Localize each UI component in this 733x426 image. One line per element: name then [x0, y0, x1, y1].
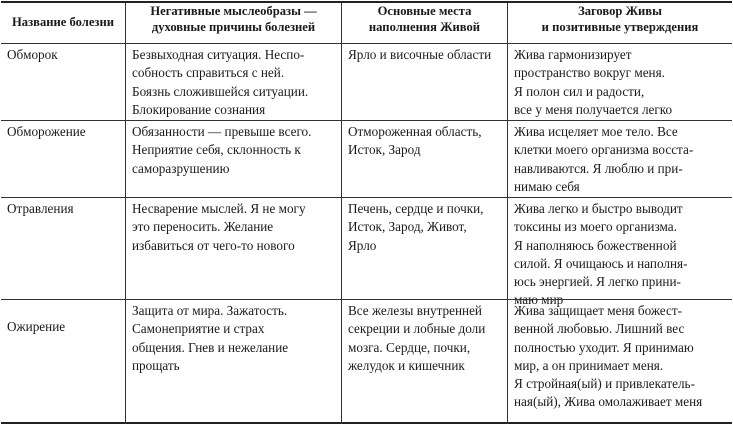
affirmations-cell: Жива защищает меня божест- венной любовью. Лишний вес полностью уходит. Я принимаю мир, а он принимает меня. Я стройная(ый) и привлекатель- ная(ый), Жива омолаживает меня — [507, 300, 732, 424]
header-main-places: Основные места наполнения Живой — [341, 3, 507, 43]
main-places-cell: Отмороженная область, Исток, Зарод — [341, 121, 507, 197]
affirmations-cell: Жива гармонизирует пространство вокруг меня. Я полон сил и радости, все у меня получается легко — [507, 44, 732, 120]
disease-name: Отравления — [7, 201, 74, 216]
negative-thoughts-cell: Несварение мыслей. Я не могу это переносить. Желание избавиться от чего-то нового — [125, 198, 341, 299]
affirmations-cell: Жива исцеляет мое тело. Все клетки моего организма восста- навливаются. Я люблю и при- нимаю себя — [507, 121, 732, 197]
table-row — [1, 43, 732, 120]
main-places-cell: Ярло и височные области — [341, 44, 507, 120]
diseases-table — [1, 1, 732, 424]
header-disease-name: Название болезни — [12, 15, 114, 30]
negative-thoughts-cell: Безвыходная ситуация. Неспо- собность справиться с ней. Боязнь сложившейся ситуации. Блокирование сознания — [125, 44, 341, 120]
disease-name: Ожирение — [7, 319, 66, 334]
negative-thoughts-cell: Обязанности — превыше всего. Неприятие себя, склонность к саморазрушению — [125, 121, 341, 197]
disease-name: Обморок — [7, 47, 58, 62]
affirmations-cell: Жива легко и быстро выводит токсины из моего организма. Я наполняюсь божественной силой. Я очищаюсь и наполня- юсь энергией. Я легко прини- маю мир — [507, 198, 732, 299]
table-row — [1, 197, 732, 308]
table-header — [1, 3, 732, 43]
disease-name: Обморожение — [7, 124, 86, 139]
main-places-cell: Все железы внутренней секреции и лобные доли мозга. Сердце, почки, желудок и кишечник — [341, 300, 507, 424]
table-row — [1, 299, 732, 424]
header-affirmations: Заговор Живы и позитивные утверждения — [507, 3, 732, 43]
header-negative-thoughts: Негативные мыслеобразы — духовные причины болезней — [125, 3, 341, 43]
main-places-cell: Печень, сердце и почки, Исток, Зарод, Живот, Ярло — [341, 198, 507, 299]
negative-thoughts-cell: Защита от мира. Зажатость. Самонеприятие и страх общения. Гнев и нежелание прощать — [125, 300, 341, 424]
table-row — [1, 120, 732, 197]
